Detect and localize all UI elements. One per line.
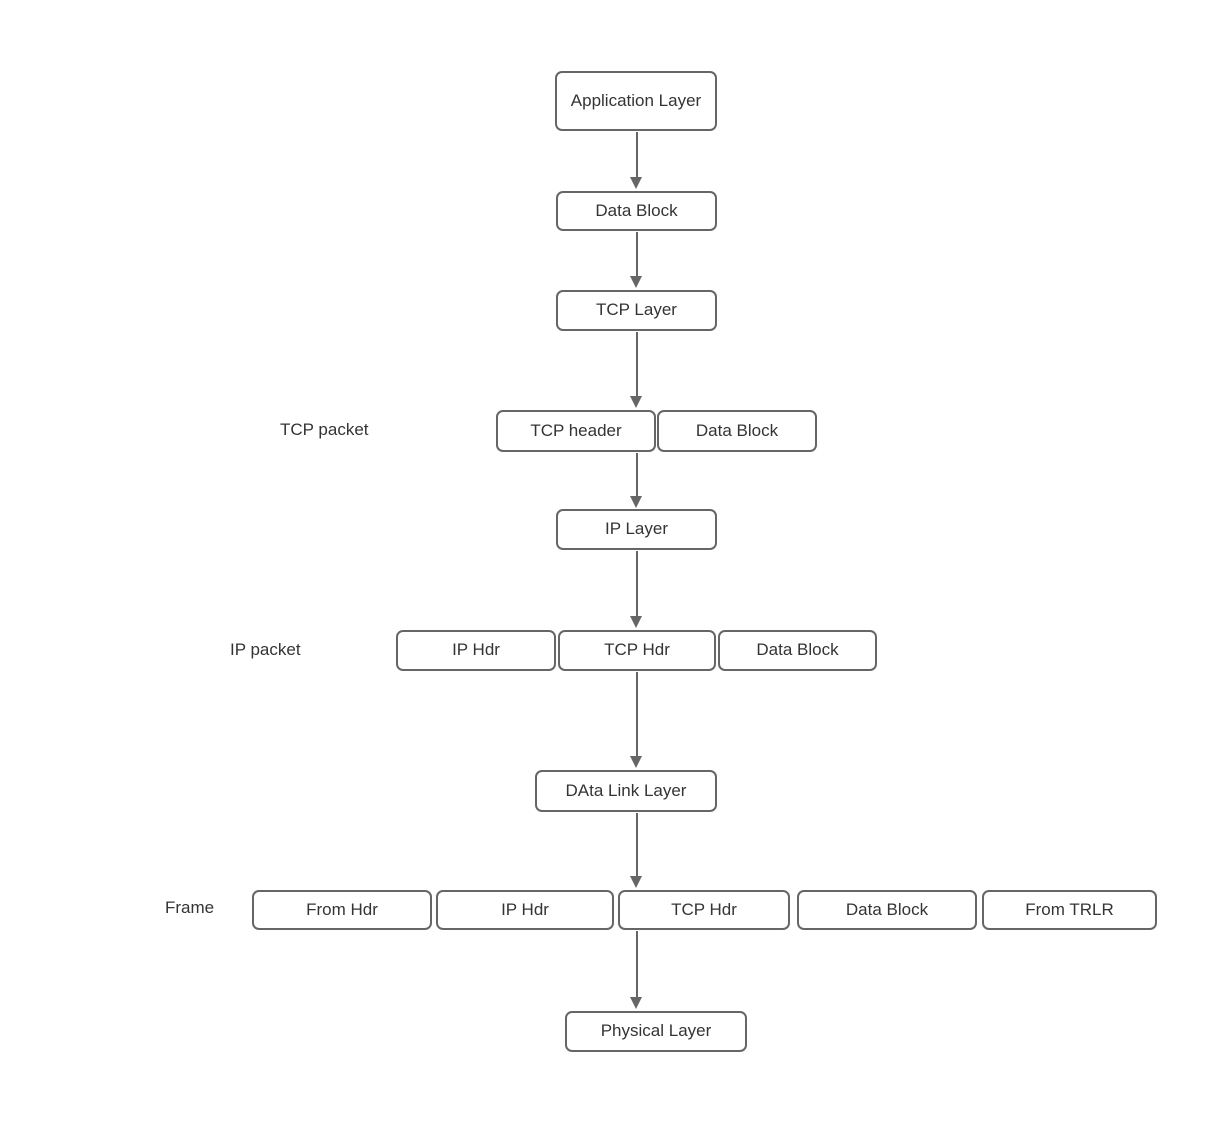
arrowhead-down-icon xyxy=(630,276,642,288)
node-tcp-layer: TCP Layer xyxy=(556,290,717,331)
arrowhead-down-icon xyxy=(630,876,642,888)
arrowhead-down-icon xyxy=(630,396,642,408)
node-physical-layer: Physical Layer xyxy=(565,1011,747,1052)
node-tcp-header: TCP header xyxy=(496,410,656,452)
node-frame-tcp-hdr: TCP Hdr xyxy=(618,890,790,930)
arrow-shaft xyxy=(636,453,638,499)
arrow-shaft xyxy=(636,551,638,619)
arrowhead-down-icon xyxy=(630,616,642,628)
arrow-shaft xyxy=(636,813,638,879)
arrow-ip-layer-to-ip-packet xyxy=(630,551,643,628)
arrow-ip-packet-to-data-link xyxy=(630,672,643,768)
arrow-tcp-layer-to-tcp-packet xyxy=(630,332,643,408)
arrow-shaft xyxy=(636,332,638,399)
label-ip-packet: IP packet xyxy=(230,640,301,659)
arrow-tcp-packet-to-ip-layer xyxy=(630,453,643,508)
arrow-shaft xyxy=(636,232,638,279)
arrow-data-link-to-frame xyxy=(630,813,643,888)
node-data-block: Data Block xyxy=(556,191,717,231)
node-application-layer: Application Layer xyxy=(555,71,717,131)
arrowhead-down-icon xyxy=(630,756,642,768)
node-frame-data-block: Data Block xyxy=(797,890,977,930)
node-frame-ip-hdr: IP Hdr xyxy=(436,890,614,930)
arrow-data-block-to-tcp-layer xyxy=(630,232,643,288)
arrow-frame-to-physical-layer xyxy=(630,931,643,1009)
arrowhead-down-icon xyxy=(630,177,642,189)
node-ip-layer: IP Layer xyxy=(556,509,717,550)
node-tcp-packet-data-block: Data Block xyxy=(657,410,817,452)
arrow-application-to-data-block xyxy=(630,132,643,189)
node-data-link-layer: DAta Link Layer xyxy=(535,770,717,812)
node-frame-from-hdr: From Hdr xyxy=(252,890,432,930)
arrow-shaft xyxy=(636,672,638,759)
label-frame: Frame xyxy=(165,898,215,917)
arrow-shaft xyxy=(636,931,638,1000)
label-tcp-packet: TCP packet xyxy=(280,420,369,439)
node-frame-from-trlr: From TRLR xyxy=(982,890,1157,930)
node-ip-packet-ip-hdr: IP Hdr xyxy=(396,630,556,671)
arrowhead-down-icon xyxy=(630,496,642,508)
node-ip-packet-data-block: Data Block xyxy=(718,630,877,671)
arrow-shaft xyxy=(636,132,638,180)
node-ip-packet-tcp-hdr: TCP Hdr xyxy=(558,630,716,671)
arrowhead-down-icon xyxy=(630,997,642,1009)
